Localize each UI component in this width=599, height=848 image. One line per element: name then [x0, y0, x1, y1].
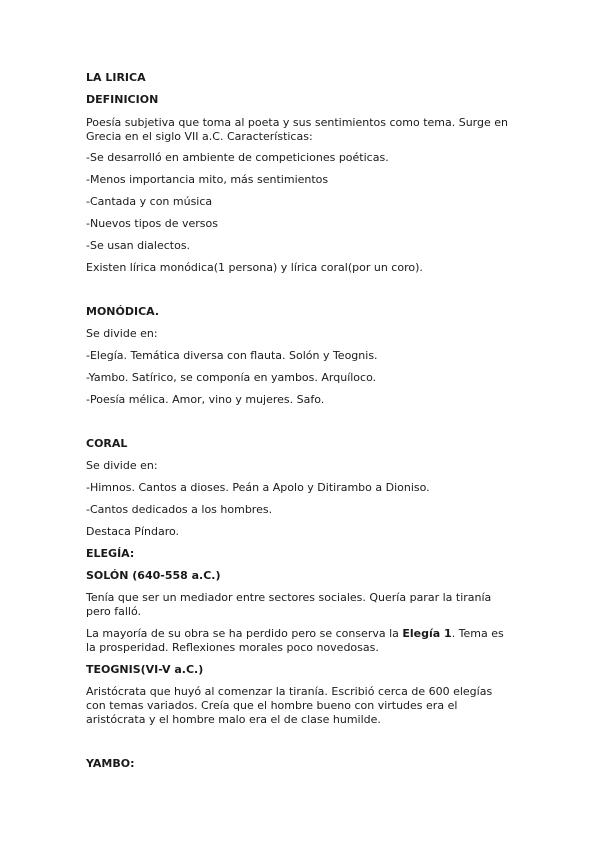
heading-yambo: YAMBO:	[86, 757, 135, 770]
work-title: Elegía 1	[402, 627, 452, 640]
list-item: -Cantos dedicados a los hombres.	[86, 503, 273, 516]
paragraph-line: Se divide en:	[86, 327, 158, 340]
heading-teognis: TEOGNIS(VI-V a.C.)	[86, 663, 204, 676]
list-item: -Menos importancia mito, más sentimientos	[86, 173, 329, 186]
document-title: LA LIRICA	[86, 71, 146, 84]
text-run: La mayoría de su obra se ha perdido pero se conserva la	[86, 627, 403, 640]
paragraph-line: Destaca Píndaro.	[86, 525, 180, 538]
list-item: -Himnos. Cantos a dioses. Peán a Apolo y Ditirambo a Dioniso.	[86, 481, 430, 494]
paragraph-line: Grecia en el siglo VII a.C. Características:	[86, 130, 313, 143]
paragraph-line: con temas variados. Creía que el hombre bueno con virtudes era el	[86, 699, 458, 712]
paragraph-line: pero falló.	[86, 605, 142, 618]
text-run: . Tema es	[451, 627, 504, 640]
heading-elegia: ELEGÍA:	[86, 547, 135, 560]
paragraph-line: Aristócrata que huyó al comenzar la tiranía. Escribió cerca de 600 elegías	[86, 685, 493, 698]
paragraph-line: Poesía subjetiva que toma al poeta y sus sentimientos como tema. Surge en	[86, 116, 509, 129]
list-item: -Cantada y con música	[86, 195, 213, 208]
paragraph-line: Existen lírica monódica(1 persona) y lírica coral(por un coro).	[86, 261, 423, 274]
list-item: -Poesía mélica. Amor, vino y mujeres. Safo.	[86, 393, 325, 406]
heading-coral: CORAL	[86, 437, 128, 450]
paragraph-line: Se divide en:	[86, 459, 158, 472]
list-item: -Se usan dialectos.	[86, 239, 191, 252]
heading-solon: SOLÓN (640-558 a.C.)	[86, 569, 221, 582]
paragraph-line: Tenía que ser un mediador entre sectores sociales. Quería parar la tiranía	[86, 591, 492, 604]
paragraph-line	[86, 627, 504, 641]
list-item: -Se desarrolló en ambiente de competiciones poéticas.	[86, 151, 389, 164]
paragraph-line: la prosperidad. Reflexiones morales poco novedosas.	[86, 641, 379, 654]
list-item: -Yambo. Satírico, se componía en yambos. Arquíloco.	[86, 371, 377, 384]
heading-definicion: DEFINICION	[86, 93, 159, 106]
paragraph-line: aristócrata y el hombre malo era el de clase humilde.	[86, 713, 381, 726]
list-item: -Nuevos tipos de versos	[86, 217, 218, 230]
heading-monodica: MONÓDICA.	[86, 305, 160, 318]
list-item: -Elegía. Temática diversa con flauta. Solón y Teognis.	[86, 349, 378, 362]
